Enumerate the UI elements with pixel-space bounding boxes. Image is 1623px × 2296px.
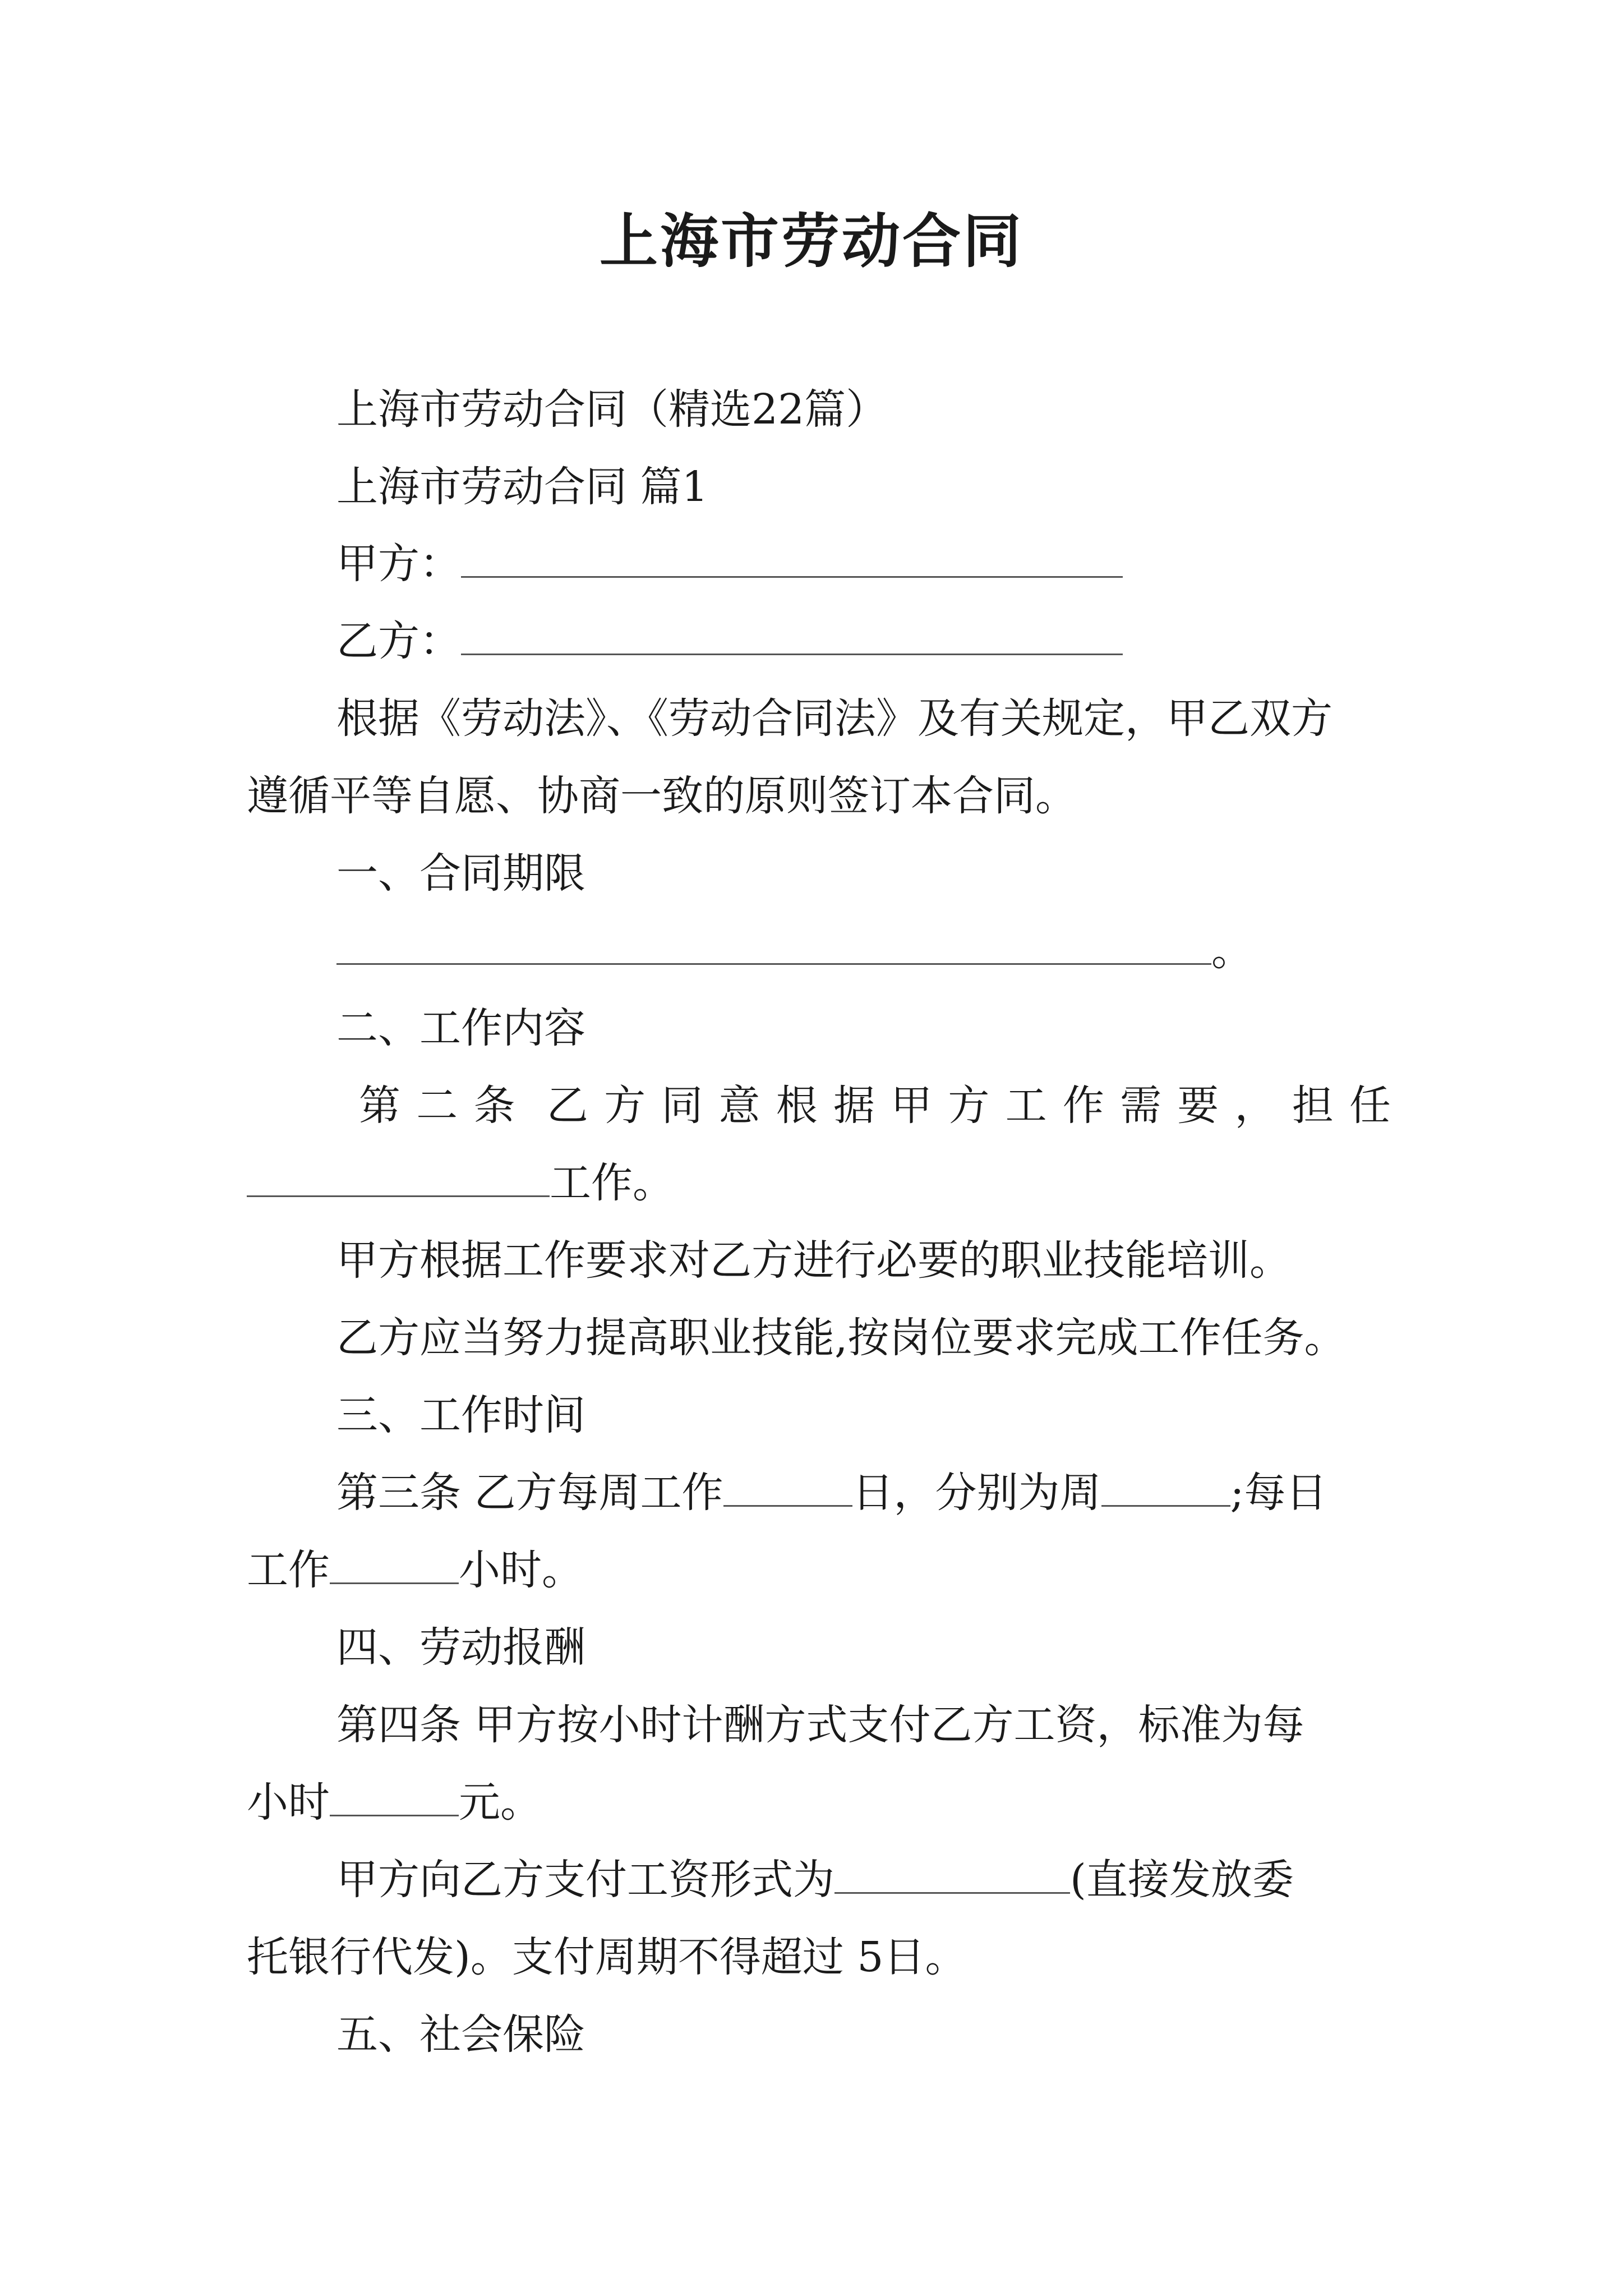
article-2-char: 作 [1062,1082,1104,1130]
article-3-line-2-start: 工作 [247,1546,330,1594]
article-4-line-2-start: 小时 [247,1778,330,1826]
contract-term-line [336,923,1253,979]
article-3-part-3: ;每日 [1230,1469,1327,1517]
pay-form-blank[interactable] [834,1856,1070,1894]
party-a-label: 甲方： [336,540,461,588]
section-1-heading: 一、合同期限 [336,849,585,898]
article-4-line-1: 第四条 甲方按小时计酬方式支付乙方工资，标准为每 [336,1701,1304,1749]
article-3-line-2 [247,1542,583,1598]
contract-term-end: 。 [1211,927,1253,975]
party-a-line [336,536,1123,592]
article-2-char: 乙 [546,1082,588,1130]
article-2-char: 工 [1005,1082,1047,1130]
document-title: 上海市劳动合同 [599,206,1023,275]
article-2-line-1 [359,1078,1391,1134]
article-3-line-2-end: 小时。 [459,1546,583,1594]
article-2-char: 要 [1177,1082,1219,1130]
pay-form-part-2: (直接发放委 [1070,1856,1294,1904]
contract-term-blank[interactable] [336,927,1211,965]
party-b-label: 乙方： [336,617,461,665]
article-2-char: 方 [948,1082,990,1130]
intro-line-1: 根据《劳动法》、《劳动合同法》及有关规定，甲乙双方 [336,694,1332,743]
section-4-heading: 四、劳动报酬 [336,1623,585,1672]
article-2-char: 担 [1292,1082,1334,1130]
article-2-char: 方 [604,1082,646,1130]
pay-form-line-2: 托银行代发)。支付周期不得超过 5日。 [247,1933,967,1981]
article-2-char: 需 [1120,1082,1162,1130]
days-per-week-blank[interactable] [723,1469,852,1507]
article-2-char: 意 [718,1082,760,1130]
document-subtitle: 上海市劳动合同（精选22篇） [336,385,888,434]
article-2-char: 甲 [891,1082,933,1130]
article-3-part-1: 第三条 乙方每周工作 [336,1469,723,1517]
article-2-line-2-end: 工作。 [550,1159,674,1207]
section-5-heading: 五、社会保险 [336,2010,585,2059]
section-3-heading: 三、工作时间 [336,1391,585,1439]
article-2-line-2 [247,1155,674,1211]
section-2-heading: 二、工作内容 [336,1004,585,1052]
article-2-char: 二 [416,1082,458,1130]
article-3-part-2: 日，分别为周 [852,1469,1101,1517]
party-b-line [336,613,1123,669]
training-line: 甲方根据工作要求对乙方进行必要的职业技能培训。 [336,1236,1291,1285]
intro-line-2: 遵循平等自愿、协商一致的原则签订本合同。 [247,772,1077,820]
hours-per-day-blank[interactable] [330,1547,459,1584]
article-2-char: 条 [473,1082,515,1130]
improve-line: 乙方应当努力提高职业技能,按岗位要求完成工作任务。 [336,1314,1346,1362]
article-4-line-2 [247,1774,542,1830]
hourly-rate-blank[interactable] [330,1779,459,1816]
article-2-char: 第 [359,1082,400,1130]
part-heading: 上海市劳动合同 篇1 [336,463,708,511]
party-a-blank[interactable] [461,540,1123,578]
party-b-blank[interactable] [461,618,1123,655]
weekdays-blank[interactable] [1101,1469,1230,1507]
pay-form-part-1: 甲方向乙方支付工资形式为 [336,1856,834,1904]
article-3-line-1 [336,1465,1327,1521]
article-2-char: 根 [776,1082,818,1130]
article-2-char: 同 [661,1082,703,1130]
article-2-char: 任 [1349,1082,1391,1130]
pay-form-line-1 [336,1852,1294,1908]
article-4-line-2-end: 元。 [459,1778,542,1826]
article-2-char: ， [1234,1082,1276,1130]
article-2-char: 据 [833,1082,875,1130]
position-blank[interactable] [247,1159,550,1197]
